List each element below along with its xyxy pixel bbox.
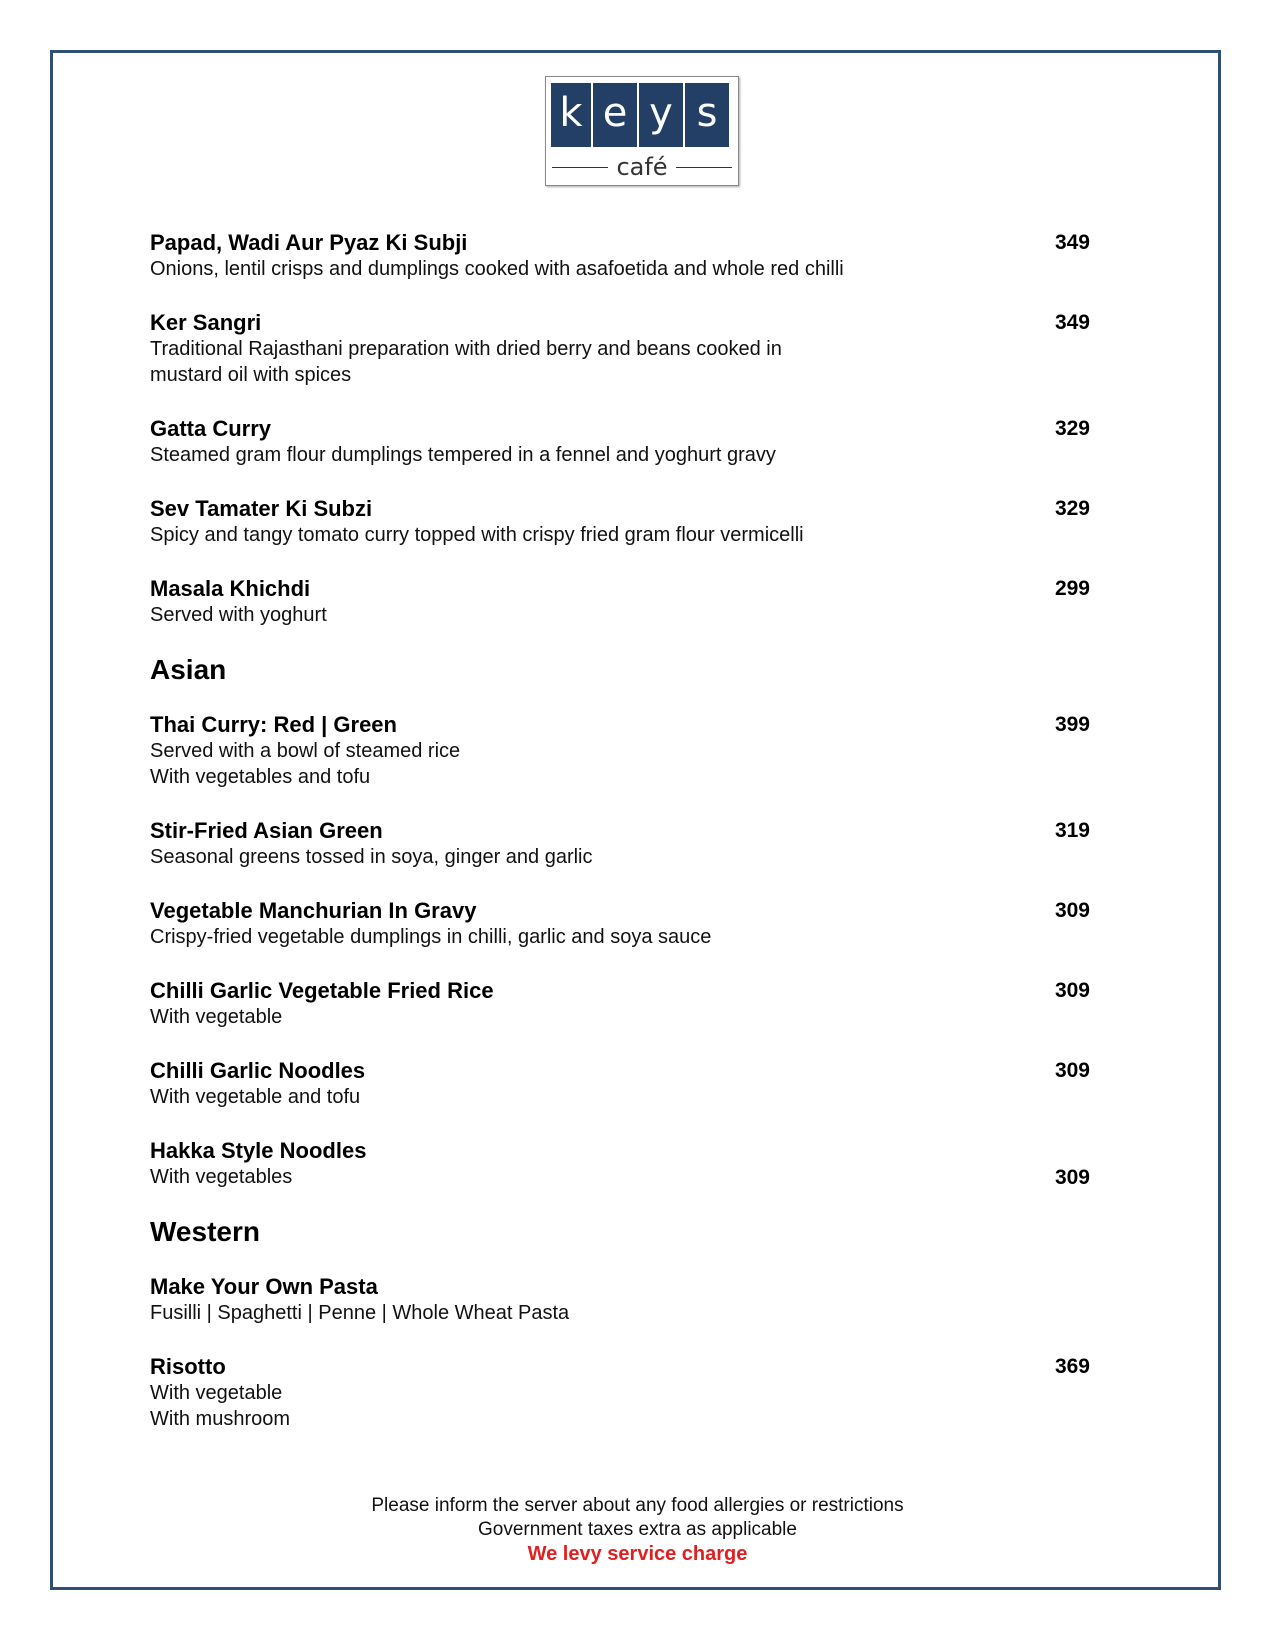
menu-item-name: Hakka Style Noodles (150, 1138, 367, 1163)
logo-cafe-text: café (616, 153, 668, 181)
logo-letter-y: y (639, 83, 683, 147)
menu-item (150, 495, 1090, 548)
menu-item-price: 369 (1054, 1355, 1090, 1378)
menu-item (150, 1057, 1090, 1110)
keys-cafe-logo (545, 76, 739, 186)
logo-letter-s: s (685, 83, 729, 147)
menu-item-name: Vegetable Manchurian In Gravy (150, 898, 477, 923)
menu-item-description: Traditional Rajasthani preparation with dried berry and beans cooked in (150, 338, 782, 360)
allergy-note: Please inform the server about any food allergies or restrictions (371, 1495, 904, 1516)
menu-item (150, 977, 1090, 1030)
menu-item (150, 1353, 1090, 1432)
logo-letter-e: e (593, 83, 637, 147)
menu-item-name: Masala Khichdi (150, 576, 311, 601)
logo-rule-right (676, 167, 732, 168)
footer (150, 1494, 1125, 1566)
menu-item-description: With vegetable and tofu (150, 1086, 361, 1108)
menu-item-price: 329 (1054, 497, 1090, 520)
logo-subtitle (552, 152, 732, 182)
menu-item (150, 711, 1090, 790)
menu-item-price: 309 (1054, 899, 1090, 922)
menu-item-name: Thai Curry: Red | Green (150, 712, 397, 737)
menu-item-description: Onions, lentil crisps and dumplings cooked with asafoetida and whole red chilli (150, 258, 844, 280)
menu-item-description: Fusilli | Spaghetti | Penne | Whole Wheat Pasta (150, 1302, 570, 1324)
menu-item-name: Chilli Garlic Vegetable Fried Rice (150, 978, 494, 1003)
service-charge-note: We levy service charge (527, 1543, 748, 1565)
menu-item-price: 309 (1054, 1166, 1090, 1189)
menu-item (150, 229, 1090, 282)
menu-item-description: Spicy and tangy tomato curry topped with crispy fried gram flour vermicelli (150, 524, 804, 546)
menu-item (150, 415, 1090, 468)
menu-item (150, 817, 1090, 870)
menu-item-name: Ker Sangri (150, 310, 262, 335)
menu-item-description: Seasonal greens tossed in soya, ginger and garlic (150, 846, 593, 868)
menu-item-price: 319 (1054, 819, 1090, 842)
menu-item-price: 309 (1054, 1059, 1090, 1082)
menu-content (150, 229, 1090, 1459)
logo-rule-left (552, 167, 608, 168)
menu-item (150, 1273, 1090, 1326)
menu-item-name: Risotto (150, 1354, 226, 1379)
menu-item-name: Sev Tamater Ki Subzi (150, 496, 373, 521)
menu-item-description: Served with a bowl of steamed rice (150, 740, 461, 762)
menu-item-price: 299 (1054, 577, 1090, 600)
menu-item-description: Steamed gram flour dumplings tempered in a fennel and yoghurt gravy (150, 444, 776, 466)
menu-item-price: 309 (1054, 979, 1090, 1002)
menu-item (150, 1137, 1090, 1190)
menu-item-name: Stir-Fried Asian Green (150, 818, 383, 843)
menu-item-description: Crispy-fried vegetable dumplings in chilli, garlic and soya sauce (150, 926, 712, 948)
menu-item-name: Papad, Wadi Aur Pyaz Ki Subji (150, 230, 468, 255)
menu-item-price: 349 (1054, 311, 1090, 334)
logo-letter-k: k (551, 83, 591, 147)
menu-item-description: With vegetable (150, 1006, 283, 1028)
menu-item (150, 575, 1090, 628)
menu-item-name: Make Your Own Pasta (150, 1274, 378, 1299)
menu-item-description: With mushroom (150, 1408, 291, 1430)
menu-item-name: Gatta Curry (150, 416, 272, 441)
menu-item-description: With vegetables (150, 1166, 293, 1188)
logo-letters (551, 83, 729, 147)
tax-note: Government taxes extra as applicable (478, 1519, 797, 1540)
menu-item-description: Served with yoghurt (150, 604, 327, 626)
menu-item-price: 329 (1054, 417, 1090, 440)
section-heading: Asian (150, 654, 227, 685)
menu-item-name: Chilli Garlic Noodles (150, 1058, 366, 1083)
menu-item-description: With vegetables and tofu (150, 766, 371, 788)
menu-item (150, 309, 1090, 388)
menu-item-price: 349 (1054, 231, 1090, 254)
menu-item-description: With vegetable (150, 1382, 283, 1404)
menu-item-price: 399 (1054, 713, 1090, 736)
section-heading: Western (150, 1216, 260, 1247)
menu-item-description: mustard oil with spices (150, 364, 352, 386)
menu-item (150, 897, 1090, 950)
